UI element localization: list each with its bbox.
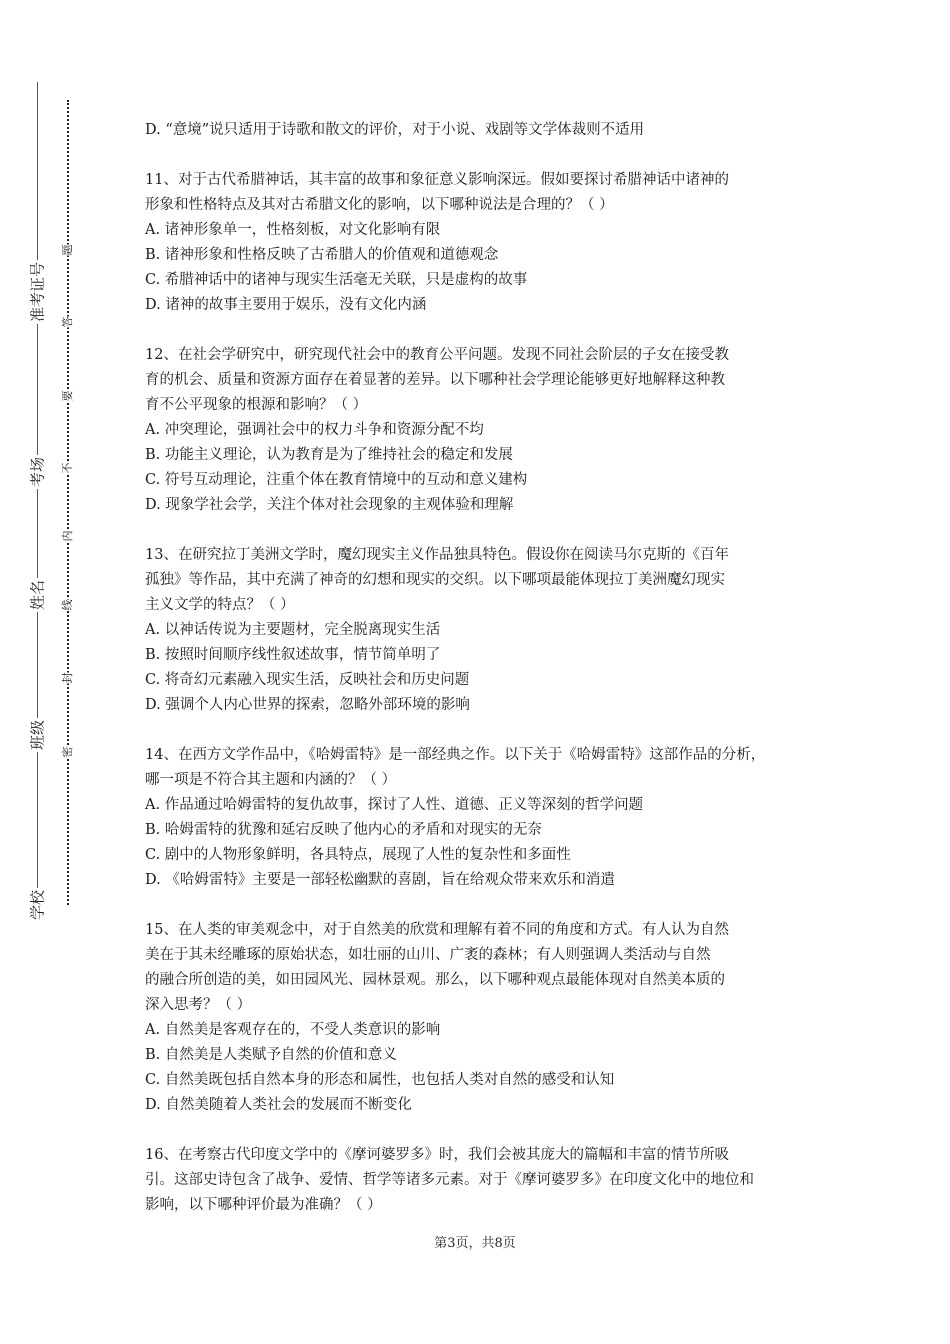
answer-option: A. 以神话传说为主要题材，完全脱离现实生活 bbox=[145, 622, 441, 638]
answer-option: D. 《哈姆雷特》主要是一部轻松幽默的喜剧，旨在给观众带来欢乐和消遣 bbox=[145, 872, 615, 888]
answer-option: B. 功能主义理论，认为教育是为了维持社会的稳定和发展 bbox=[145, 447, 513, 463]
answer-option: D. 诸神的故事主要用于娱乐，没有文化内涵 bbox=[145, 297, 427, 313]
answer-option: C. 希腊神话中的诸神与现实生活毫无关联，只是虚构的故事 bbox=[145, 272, 528, 288]
answer-option: C. 将奇幻元素融入现实生活，反映社会和历史问题 bbox=[145, 672, 470, 688]
answer-option: B. 自然美是人类赋予自然的价值和意义 bbox=[145, 1047, 397, 1063]
answer-option: A. 冲突理论，强调社会中的权力斗争和资源分配不均 bbox=[145, 422, 484, 438]
side-label: 学校 bbox=[28, 889, 47, 921]
question-stem-line: 16、在考察古代印度文学中的《摩诃婆罗多》时，我们会被其庞大的篇幅和丰富的情节所吸 bbox=[145, 1147, 729, 1163]
side-label: 考场 bbox=[28, 456, 47, 488]
answer-option: B. 诸神形象和性格反映了古希腊人的价值观和道德观念 bbox=[145, 247, 499, 263]
question-11 bbox=[145, 168, 825, 318]
answer-option: D. 现象学社会学，关注个体对社会现象的主观体验和理解 bbox=[145, 497, 514, 513]
side-label: 姓名 bbox=[28, 579, 47, 611]
question-16 bbox=[145, 1143, 825, 1218]
seal-char: 内 bbox=[61, 530, 74, 542]
page-number: 第3页，共8页 bbox=[434, 1236, 516, 1251]
question-stem-line: 的融合所创造的美，如田园风光、园林景观。那么，以下哪种观点最能体现对自然美本质的 bbox=[145, 972, 725, 988]
question-12 bbox=[145, 343, 825, 518]
question-13 bbox=[145, 543, 825, 718]
seal-char: 封 bbox=[61, 672, 74, 684]
question-stem-line: 育的机会、质量和资源方面存在着显著的差异。以下哪种社会学理论能够更好地解释这种教 bbox=[145, 372, 725, 388]
question-stem-line: 影响，以下哪种评价最为准确？（ ） bbox=[145, 1197, 382, 1213]
question-stem-line: 11、对于古代希腊神话，其丰富的故事和象征意义影响深远。假如要探讨希腊神话中诸神的 bbox=[145, 172, 729, 188]
question-stem-line: 形象和性格特点及其对古希腊文化的影响，以下哪种说法是合理的？（ ） bbox=[145, 197, 614, 213]
seal-char: 要 bbox=[61, 390, 74, 402]
seal-dotted-line bbox=[67, 100, 69, 905]
seal-char: 题 bbox=[61, 244, 74, 256]
answer-option: D. 强调个人内心世界的探索，忽略外部环境的影响 bbox=[145, 697, 470, 713]
question-15 bbox=[145, 918, 825, 1118]
side-label: 班级 bbox=[28, 719, 47, 751]
question-stem-line: 15、在人类的审美观念中，对于自然美的欣赏和理解有着不同的角度和方式。有人认为自然 bbox=[145, 922, 729, 938]
answer-option: D. 自然美随着人类社会的发展而不断变化 bbox=[145, 1097, 412, 1113]
previous-question-option-d: D. “意境”说只适用于诗歌和散文的评价，对于小说、戏剧等文学体裁则不适用 bbox=[145, 122, 645, 138]
seal-char: 答 bbox=[61, 316, 74, 328]
question-stem-line: 12、在社会学研究中，研究现代社会中的教育公平问题。发现不同社会阶层的子女在接受教 bbox=[145, 347, 729, 363]
question-stem-line: 哪一项是不符合其主题和内涵的？（ ） bbox=[145, 772, 397, 788]
seal-char: 密 bbox=[61, 746, 74, 758]
question-list bbox=[145, 168, 825, 1218]
question-stem-line: 引。这部史诗包含了战争、爱情、哲学等诸多元素。对于《摩诃婆罗多》在印度文化中的地位和 bbox=[145, 1172, 754, 1188]
answer-option: A. 自然美是客观存在的，不受人类意识的影响 bbox=[145, 1022, 441, 1038]
answer-option: C. 剧中的人物形象鲜明，各具特点，展现了人性的复杂性和多面性 bbox=[145, 847, 571, 863]
question-14 bbox=[145, 743, 825, 893]
seal-char: 不 bbox=[61, 462, 74, 474]
answer-option: C. 符号互动理论，注重个体在教育情境中的互动和意义建构 bbox=[145, 472, 528, 488]
question-stem-line: 孤独》等作品，其中充满了神奇的幻想和现实的交织。以下哪项最能体现拉丁美洲魔幻现实 bbox=[145, 572, 725, 588]
question-stem-line: 深入思考？（ ） bbox=[145, 997, 252, 1013]
question-stem-line: 14、在西方文学作品中，《哈姆雷特》是一部经典之作。以下关于《哈姆雷特》这部作品的分析， bbox=[145, 747, 766, 763]
seal-char: 线 bbox=[61, 599, 74, 611]
answer-option: A. 作品通过哈姆雷特的复仇故事，探讨了人性、道德、正义等深刻的哲学问题 bbox=[145, 797, 644, 813]
answer-option: A. 诸神形象单一，性格刻板，对文化影响有限 bbox=[145, 222, 441, 238]
question-stem-line: 育不公平现象的根源和影响？（ ） bbox=[145, 397, 368, 413]
question-stem-line: 美在于其未经雕琢的原始状态，如壮丽的山川、广袤的森林；有人则强调人类活动与自然 bbox=[145, 947, 711, 963]
answer-option: B. 按照时间顺序线性叙述故事，情节简单明了 bbox=[145, 647, 441, 663]
question-stem-line: 13、在研究拉丁美洲文学时，魔幻现实主义作品独具特色。假设你在阅读马尔克斯的《百年 bbox=[145, 547, 729, 563]
exam-content bbox=[145, 118, 825, 1218]
side-label: 准考证号 bbox=[28, 261, 47, 323]
question-stem-line: 主义文学的特点？（ ） bbox=[145, 597, 295, 613]
answer-option: B. 哈姆雷特的犹豫和延宕反映了他内心的矛盾和对现实的无奈 bbox=[145, 822, 542, 838]
answer-option: C. 自然美既包括自然本身的形态和属性，也包括人类对自然的感受和认知 bbox=[145, 1072, 615, 1088]
